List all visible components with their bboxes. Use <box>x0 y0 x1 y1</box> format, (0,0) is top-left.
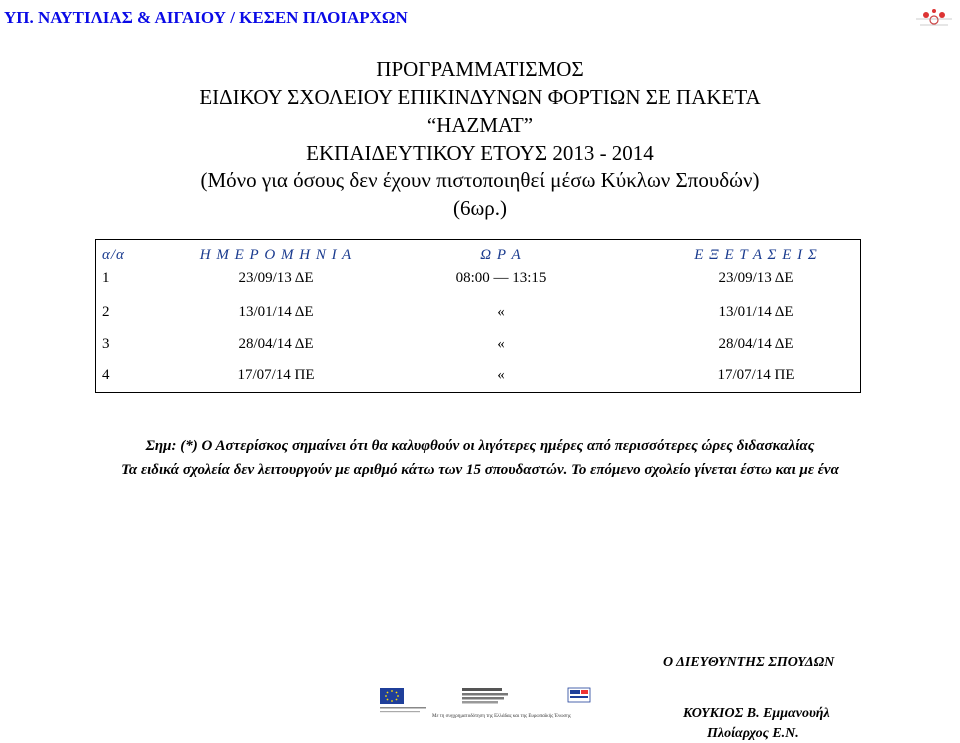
title-line-5: (Μόνο για όσους δεν έχουν πιστοποιηθεί μέσω Κύκλων Σπουδών) <box>200 168 760 192</box>
title-line-6: (6ωρ.) <box>452 196 508 220</box>
note-line-2: Τα ειδικά σχολεία δεν λειτουργούν με αριθμό κάτω των 15 σπουδαστών. Το επόμενο σχολείο γίνεται έστω και με ένα <box>121 462 839 478</box>
espa-logo-icon <box>568 688 590 702</box>
row-date: 13/01/14 ΔΕ <box>238 304 314 320</box>
row-date: 28/04/14 ΔΕ <box>238 336 314 352</box>
signature-title: Ο ΔΙΕΥΘΥΝΤΗΣ ΣΠΟΥΔΩΝ <box>663 655 835 670</box>
footer-caption: Με τη συγχρηματοδότηση της Ελλάδας και της Ευρωπαϊκής Ένωσης <box>432 714 571 719</box>
signature-rank: Πλοίαρχος Ε.Ν. <box>707 726 799 741</box>
title-line-1: ΠΡΟΓΡΑΜΜΑΤΙΣΜΟΣ <box>376 57 584 81</box>
row-exam: 23/09/13 ΔΕ <box>718 270 794 286</box>
note-line-1: Σημ: (*) Ο Αστερίσκος σημαίνει ότι θα καλυφθούν οι λιγότερες ημέρες από περισσότερες ώρες διδασκαλίας <box>145 438 815 454</box>
row-exam: 17/07/14 ΠΕ <box>717 367 795 383</box>
row-time: « <box>497 367 505 383</box>
row-date: 23/09/13 ΔΕ <box>238 270 314 286</box>
row-time: 08:00 — 13:15 <box>455 270 547 286</box>
row-date: 17/07/14 ΠΕ <box>237 367 315 383</box>
header-exams: Ε Ξ Ε Τ Α Σ Ε Ι Σ <box>694 247 818 263</box>
row-exam: 13/01/14 ΔΕ <box>718 304 794 320</box>
eu-flag-icon <box>380 688 426 712</box>
header-aa: α/α <box>102 247 125 263</box>
education-program-logo-icon <box>462 688 508 704</box>
row-number: 4 <box>102 367 110 383</box>
title-line-3: “ΗΑΖΜΑΤ” <box>426 113 534 137</box>
header-date: Η Μ Ε Ρ Ο Μ Η Ν Ι Α <box>199 247 353 263</box>
header-time: Ω Ρ Α <box>480 247 522 263</box>
row-number: 3 <box>102 336 110 352</box>
signature-name: ΚΟΥΚΙΟΣ Β. Εμμανουήλ <box>683 706 830 721</box>
row-exam: 28/04/14 ΔΕ <box>718 336 794 352</box>
row-number: 2 <box>102 304 110 320</box>
title-line-4: ΕΚΠΑΙΔΕΥΤΙΚΟΥ ΕΤΟΥΣ 2013 - 2014 <box>306 141 654 165</box>
schedule-table <box>95 239 861 393</box>
row-time: « <box>497 336 505 352</box>
ministry-header: ΥΠ. ΝΑΥΤΙΛΙΑΣ & ΑΙΓΑΙΟΥ / ΚΕΣΕΝ ΠΛΟΙΑΡΧΩΝ <box>4 8 408 27</box>
row-time: « <box>497 304 505 320</box>
title-line-2: ΕΙΔΙΚΟΥ ΣΧΟΛΕΙΟΥ ΕΠΙΚΙΝΔΥΝΩΝ ΦΟΡΤΙΩΝ ΣΕ ΠΑΚΕΤΑ <box>199 85 761 109</box>
row-number: 1 <box>102 270 110 286</box>
logo-icon <box>912 3 958 33</box>
